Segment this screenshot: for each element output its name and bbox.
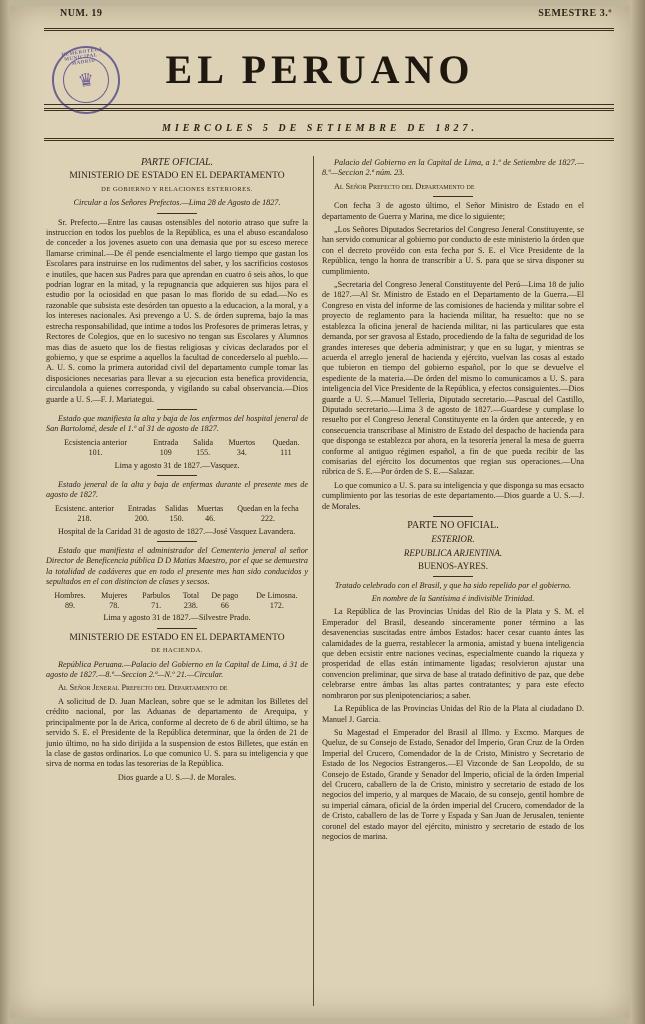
left-column [46,158,308,786]
dateline-rule [44,138,614,141]
hospital-report-signature: Lima y agosto 31 de 1827.—Vasquez. [114,460,240,470]
cemetery-report-table [46,591,308,612]
table-header: Muertos [228,437,256,447]
top-double-rule [44,28,614,31]
dateline: MIERCOLES 5 DE SETIEMBRE DE 1827. [162,123,478,134]
table-cell: 172. [269,601,284,611]
table-header: Ecsistenc. anterior [54,503,115,513]
table-header: De pago [211,590,239,600]
table-cell: 34. [236,448,247,458]
column-divider [313,156,314,1006]
country-title: REPUBLICA ARJENTINA. [403,547,503,558]
table-header: Muertas [197,503,224,513]
article-paragraph: Lo que comunico a U. S. para su inteligencia y que disponga su mas ecsacto cumplimiento por las tesorias de este departamento.—Dios guarde a U. S.—J. de Morales. [322,480,584,511]
section-title-official: PARTE OFICIAL. [140,157,214,168]
table-cell: 218. [77,514,92,524]
table-header: Salida [193,437,214,447]
table-header: Entrada [153,437,179,447]
table-cell: 66 [220,601,229,611]
table-cell: 89. [64,601,75,611]
article-paragraph: „Secretaria del Congreso Jeneral Constituyente del Perú—Lima 18 de julio de 1827.—Al Sr. Ministro de Estado en el Departamento de la Guerra.—El Congreso en vista del informe de las comisiones de hacienda y militar sobre el proyecto de reglamento para la hacienda militar, ha resuelto: que no se establezca la oficina jeneral de hacienda militar, ni las particulares que esta demanda, por ser gravosa al Estado, procediendo de la falta de seguridad de los grandes intereses que deberia administrar; y que en su lugar, y mientras se acuerda el arreglo jeneral de hacienda y ejército, vuelvan las cosas al estado que tubieron en tiempo del gobierno español, por lo que se devuelve el espediente de la materia.—De órden del mismo lo comunicamos a U. S. para inteligencia del Vice Presidente de la República, y efectos consiguientes.—Dios guarde a U. S.—Manuel Telleria, Diputado secretario.—Pascual del Castillo, Diputado secretario.—Lima 3 de agosto de 1827.—Guardese y cumplase lo resuelto por el Congreso Jeneral Constituyente en la órden que antecede, y en consecuencia transcribase al Ministro de Estado del despacho de hacienda para que disponga se establezca por ahora, en la tesorería jeneral la mesa de guerra conforme al antiguo régimen español, a fin de que pueda recibir de las comisarias del ejército los documentos que regian sus operaciones.—Una rúbrica de S. E.—Por órden de S. E.—Salazar. [322,280,584,477]
divider [433,576,473,577]
table-cell: 238. [183,601,198,611]
table-header: Mujeres [101,590,128,600]
treaty-paragraph: Su Magestad el Emperador del Brasil al Illmo. y Excmo. Marques de Queluz, de su Consejo de Estado, Senador del Imperio, Gran Cruz de la Orden Imperial del Crucero, Comendador de la de Cristo, Ministro y Secretario de Estado de los Negocios Estrangeros.—El Vizconde de San Leopoldo, de su Consejo de Estado, Grande y Senador del Imperio, oficial de la órden Imperial del Crucero, caballero de la de Cristo, ministro y secretario de estado de los negocios del imperio, y al marques de Macaio, de su consejo, gentil hombre de su imperial cámara, oficial de la órden imperial del Crucero, comendador de la de Cristo, caballero de las de Torre y Espada y San Juan de Jerusalen, teniente coronel del estado mayor del ejército, ministro y secretario de estado de los negocios de marina. [322,727,584,841]
semester-label: SEMESTRE 3.º [538,8,612,19]
table-cell: 78. [109,601,120,611]
page-edge-right [630,0,645,1024]
divider [433,516,473,517]
ministry-subheading: DE GOBIERNO Y RELACIONES ESTERIORES. [101,185,253,193]
divider [157,475,197,476]
table-cell: 155. [196,448,211,458]
women-hospital-title: Estado jeneral de la alta y baja de enfermas durante el presente mes de agosto de 1827. [46,479,308,500]
table-cell: 46. [205,514,216,524]
article-paragraph: „Los Señores Diputados Secretarios del Congreso Jeneral Constituyente, se han servido comunicar al gobierno por conducto de este ministerio la órden que con el decreto provéido con esta fecha por S. E. el Vice Presidente de la República, tengo la honra de transcribir a U. S. para que se sirva disponer su cumplimiento. [322,225,584,276]
hacienda-signature: Dios guarde a U. S.—J. de Morales. [117,772,237,782]
table-header: Parbulos [142,590,171,600]
hospital-report-table [46,438,308,459]
foreign-section-title: ESTERIOR. [431,534,475,545]
circular-title: Circular a los Señores Prefectos.—Lima 28 de Agosto de 1827. [73,198,281,208]
palace-header: Palacio del Gobierno en la Capital de Lima, a 1.º de Setiembre de 1827.—8.º—Seccion 2.ª núm. 23. [322,158,584,178]
hacienda-intro: República Peruana.—Palacio del Gobierno en la Capital de Lima, á 31 de agosto de 1827.—8.º—Seccion 2.ª—N.º 21.—Circular. [46,659,308,680]
table-cell: 71. [151,601,162,611]
divider [157,541,197,542]
treaty-paragraph: La República de las Provincias Unidas del Rio de la Plata al ciudadano D. Manuel J. Garcia. [322,704,584,724]
table-cell: 200. [134,514,149,524]
table-header: Entradas [127,503,156,513]
table-cell: 150. [169,514,184,524]
masthead-rule-double [44,108,614,111]
circular-body: Sr. Prefecto.—Entre las causas ostensibles del notorio atraso que sufre la instruccion en todos los pueblos de la República, es una el abuso escandaloso de conceder a los jovenes asueto con una demasia que por su esceso merece llamarse criminal.—De él pende esencialmente el largo tiempo que gastan los Escolares para instruirse en los rudimentos del saber, y los sacrificios costosos e inutiles, que hacen sus Padres para que aprendan en cuatro ó seis años, lo que podrian lograr en la mitad, y la repugnancia que adquieren sus hijos para el estudio por la ociosidad en que pasan lo mas florido de su edad.—No es razonable que subsista este desórden tan opuesto a la educacion, a la moral, y a los intereses nacionales. Asi prevengo a U. S. de órden suprema, bajo la mas estrecha responsabilidad, que intime a todos los Profesores de primeras letras, y Rectores de Colegios, que en lo sucesivo no tengan sus Escolares y Alumnos mas dias de asueto que los de fiestas religiosas y cívicas declarados por el gobierno, y que se esprime a aquellos la facultad de concederselo al pueblo.—A. U. S. como la primera autoridad civil del departamento cumple tomar las disposiciones necesarias para llevar a su ejecucion esta benefica providencia, circulandola a quienes corresponda, y vigilando su cabal observancia.—Dios guarde a U. S.—F. J. Mariategui. [46,217,308,404]
table-header: Total [182,590,200,600]
section-title-nonofficial: PARTE NO OFICIAL. [407,520,499,531]
hacienda-addressee: Al Señor Jeneral Prefecto del Departamento de [58,683,228,693]
table-header: Quedan. [272,437,300,447]
divider [157,213,197,214]
divider [157,409,197,410]
table-cell: 222. [260,514,275,524]
stamp-text: HEMEROTECA MUNICIPAL · MADRID [61,47,104,67]
cemetery-report-signature: Lima y agosto 31 de 1827.—Silvestre Prado. [103,613,251,623]
masthead-rule-top [44,104,614,105]
divider [157,628,197,629]
treaty-title: Tratado celebrado con el Brasil, y que ha sido repelido por el gobierno. [334,580,572,590]
city-title: BUENOS-AYRES. [418,561,488,572]
masthead-title: EL PERUANO [165,47,475,92]
addressee: Al Señor Prefecto del Departamento de [334,181,475,191]
ministry-heading: MINISTERIO DE ESTADO EN EL DEPARTAMENTO [69,171,285,182]
page-edge-left [0,0,10,1024]
table-header: Ecsistencia anterior [64,437,128,447]
treaty-paragraph: La República de las Provincias Unidas del Rio de la Plata y S. M. el Emperador del Brasil, deseando sinceramente poner término a las desavenencias suscitadas entre ámbos Estados: hacer cesar cuanto ántes las calamidades de la guerra, restablecer la armonia, amistad y buena inteligencia que deben ecsistir entre naciones vecinas, especialmente cuando la riqueza y prosperidad de ellas están intimamente ligadas; resolvieron ajustar una convencion preliminar, que sirva de base al tratado definitivo de paz, que debe celebrarse entre ámbas las altas partes contratantes; y para este efecto nombraron por sus plenipotenciarios; a saber. [322,607,584,700]
table-header: Quedan en la fecha [237,503,299,513]
right-column [322,158,584,845]
cemetery-report-title: Estado que manifiesta el administrador del Cementerio jeneral al señor Director de Beneficencia pública D D Matias Maestro, por el que se demuestra la totalidad de cadáveres que en todo el presente mes han sido conducidos y sepultados en el con distincion de clases y secsos. [46,546,308,587]
hospital-report-title: Estado que manifiesta la alta y baja de los enfermos del hospital jeneral de San Bartolomé, desde el 1.º al 31 de agosto de 1827. [46,413,308,434]
table-cell: 109 [159,448,172,458]
article-paragraph: Con fecha 3 de agosto último, el Señor Ministro de Estado en el departamento de Guerra y Marina, me dice lo siguiente; [322,201,584,221]
table-header: Salidas [165,503,189,513]
crown-icon: ♛ [60,54,112,106]
table-cell: 101. [88,448,103,458]
hacienda-heading: MINISTERIO DE ESTADO EN EL DEPARTAMENTO [69,632,285,643]
issue-number: NUM. 19 [60,8,103,19]
treaty-invocation: En nombre de la Santísima é indivisible Trinidad. [371,594,535,604]
women-hospital-signature: Hospital de la Caridad 31 de agosto de 1827.—José Vasquez Lavandera. [58,526,296,536]
newspaper-page [10,6,630,1018]
hacienda-body: A solicitud de D. Juan Maclean, sobre que se le admitan los Billetes del crédito nacional, por las Aduanas de departamento de Arequipa, y principalmente por la de Arica, conforme al decreto de 6 de abril último, se ha servido S. E. el Presidente de la República determinar, que la órden de 21 de junio último, no ha sido dirijida a la suspension de estos Billetes, que están en la clase de gastos ordinarios. Lo que comunico U. S. para su inteligencia y que sirva de norma en todas las tesorerias de la República. [46,696,308,769]
table-cell: 111 [280,448,292,458]
table-header: Hombres. [54,590,86,600]
divider [433,196,473,197]
women-hospital-table [46,504,308,525]
table-header: De Limosna. [256,590,298,600]
hacienda-subheading: DE HACIENDA. [151,647,203,655]
